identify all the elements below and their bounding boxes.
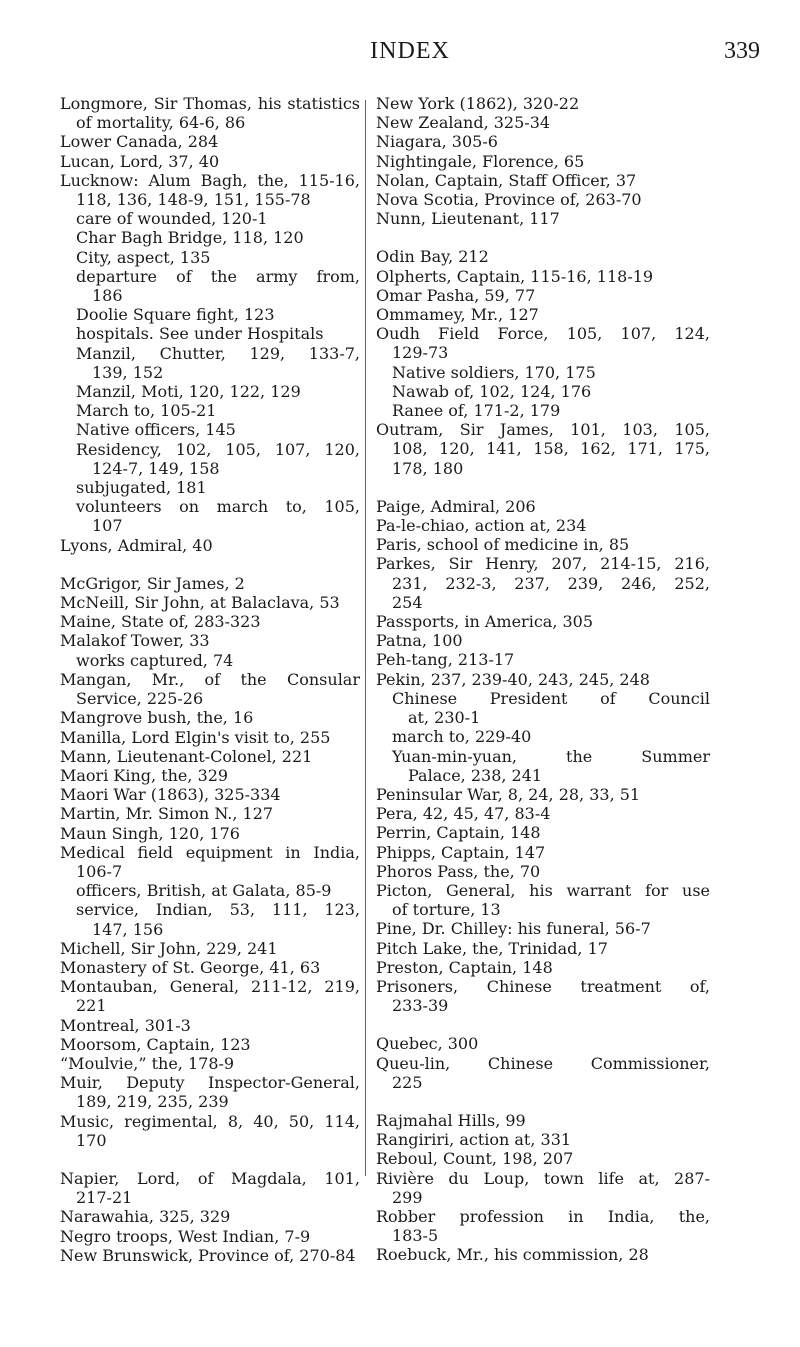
index-subentry: march to, 229-40 bbox=[392, 727, 532, 747]
index-entry: Nova Scotia, Province of, 263-70 bbox=[376, 190, 642, 210]
index-entry: Montreal, 301-3 bbox=[60, 1015, 191, 1035]
index-entry: Peh-tang, 213-17 bbox=[376, 650, 515, 670]
index-entry: Montauban, General, 211-12, 219, 221 bbox=[60, 977, 360, 1016]
index-entry: Perrin, Captain, 148 bbox=[376, 823, 541, 843]
index-entry: Oudh Field Force, 105, 107, 124, 129-73 bbox=[376, 324, 710, 363]
index-subentry: Nawab of, 102, 124, 176 bbox=[392, 381, 592, 401]
index-entry: Phoros Pass, the, 70 bbox=[376, 861, 541, 881]
index-entry: Music, regimental, 8, 40, 50, 114, 170 bbox=[60, 1111, 360, 1150]
index-subentry: Chinese President of Council at, 230-1 bbox=[392, 688, 710, 728]
index-entry: Malakof Tower, 33 bbox=[60, 631, 210, 651]
index-entry: Mangan, Mr., of the Consular Service, 225-26 bbox=[60, 669, 360, 709]
page-number: 339 bbox=[724, 38, 760, 64]
index-entry: Muir, Deputy Inspector-General, 189, 219, 235, 239 bbox=[60, 1073, 360, 1112]
index-entry: Moorsom, Captain, 123 bbox=[60, 1034, 251, 1054]
page-header bbox=[60, 38, 760, 78]
index-entry: Odin Bay, 212 bbox=[376, 247, 489, 267]
index-subentry: service, Indian, 53, 111, 123, 147, 156 bbox=[76, 900, 360, 939]
index-entry: New Brunswick, Province of, 270-84 bbox=[60, 1245, 356, 1265]
index-entry: Manilla, Lord Elgin's visit to, 255 bbox=[60, 727, 331, 747]
index-entry: Narawahia, 325, 329 bbox=[60, 1207, 231, 1227]
index-entry: Pekin, 237, 239-40, 243, 245, 248 bbox=[376, 669, 650, 689]
index-subentry: care of wounded, 120-1 bbox=[76, 209, 268, 229]
index-entry: Nunn, Lieutenant, 117 bbox=[376, 209, 560, 229]
index-entry: Prisoners, Chinese treatment of, 233-39 bbox=[376, 976, 710, 1016]
index-entry: Paige, Admiral, 206 bbox=[376, 496, 536, 516]
index-subentry: City, aspect, 135 bbox=[76, 247, 211, 267]
index-entry: New York (1862), 320-22 bbox=[376, 94, 580, 113]
index-entry: Queu-lin, Chinese Commissioner, 225 bbox=[376, 1053, 710, 1092]
index-entry: Ommamey, Mr., 127 bbox=[376, 305, 539, 325]
index-entry: Quebec, 300 bbox=[376, 1034, 479, 1054]
index-entry: Paris, school of medicine in, 85 bbox=[376, 535, 630, 555]
column-divider bbox=[365, 100, 366, 1176]
index-entry: Rivière du Loup, town life at, 287- 299 bbox=[376, 1168, 710, 1207]
index-entry: Patna, 100 bbox=[376, 631, 463, 651]
index-entry: Pera, 42, 45, 47, 83-4 bbox=[376, 804, 551, 824]
index-entry: “Moulvie,” the, 178-9 bbox=[60, 1053, 235, 1073]
index-entry: Napier, Lord, of Magdala, 101, 217-21 bbox=[60, 1168, 360, 1208]
index-subentry: works captured, 74 bbox=[76, 650, 234, 670]
index-entry: Maun Singh, 120, 176 bbox=[60, 823, 240, 843]
index-subentry: Char Bagh Bridge, 118, 120 bbox=[76, 228, 304, 248]
index-entry: Peninsular War, 8, 24, 28, 33, 51 bbox=[376, 784, 641, 804]
index-entry: Maori War (1863), 325-334 bbox=[60, 785, 281, 805]
index-subentry: volunteers on march to, 105, 107 bbox=[76, 497, 360, 536]
index-subentry: March to, 105-21 bbox=[76, 401, 217, 421]
index-entry: Lyons, Admiral, 40 bbox=[60, 535, 213, 555]
index-entry: Passports, in America, 305 bbox=[376, 612, 594, 632]
index-entry: Maine, State of, 283-323 bbox=[60, 612, 261, 632]
index-entry: Maori King, the, 329 bbox=[60, 765, 229, 785]
index-entry: Michell, Sir John, 229, 241 bbox=[60, 938, 278, 958]
index-entry: Roebuck, Mr., his commission, 28 bbox=[376, 1245, 649, 1265]
index-entry: Pine, Dr. Chilley: his funeral, 56-7 bbox=[376, 919, 651, 939]
index-entry: Robber profession in India, the, 183-5 bbox=[376, 1206, 710, 1246]
index-subentry: subjugated, 181 bbox=[76, 478, 207, 498]
index-entry: Omar Pasha, 59, 77 bbox=[376, 285, 536, 305]
index-subentry: Native soldiers, 170, 175 bbox=[392, 362, 596, 382]
index-subentry: Residency, 102, 105, 107, 120, 124-7, 149, 158 bbox=[76, 439, 360, 478]
index-entry: Phipps, Captain, 147 bbox=[376, 842, 546, 862]
index-entry: Reboul, Count, 198, 207 bbox=[376, 1149, 574, 1169]
index-entry: Pitch Lake, the, Trinidad, 17 bbox=[376, 938, 608, 958]
index-entry: Preston, Captain, 148 bbox=[376, 957, 553, 977]
index-entry: Pa-le-chiao, action at, 234 bbox=[376, 516, 587, 536]
index-entry: Lucknow: Alum Bagh, the, 115-16, 118, 136, 148-9, 151, 155-78 bbox=[60, 170, 360, 210]
index-entry: Mangrove bush, the, 16 bbox=[60, 708, 254, 728]
index-entry: Parkes, Sir Henry, 207, 214-15, 216, 231, 232-3, 237, 239, 246, 252, 254 bbox=[376, 554, 710, 612]
index-subentry: officers, British, at Galata, 85-9 bbox=[76, 881, 332, 901]
index-entry: Negro troops, West Indian, 7-9 bbox=[60, 1226, 311, 1246]
index-entry: New Zealand, 325-34 bbox=[376, 113, 551, 133]
index-entry: Longmore, Sir Thomas, his statistics of mortality, 64-6, 86 bbox=[60, 94, 360, 133]
index-subentry: Doolie Square fight, 123 bbox=[76, 305, 275, 325]
index-subentry: Yuan-min-yuan, the Summer Palace, 238, 241 bbox=[392, 746, 710, 785]
index-subentry: Ranee of, 171-2, 179 bbox=[392, 401, 561, 421]
index-column-left bbox=[60, 94, 360, 1265]
index-entry: Rangiriri, action at, 331 bbox=[376, 1130, 572, 1150]
index-entry: Niagara, 305-6 bbox=[376, 132, 498, 152]
index-entry: Nolan, Captain, Staff Officer, 37 bbox=[376, 170, 637, 190]
index-entry: Lower Canada, 284 bbox=[60, 132, 219, 152]
index-entry: McNeill, Sir John, at Balaclava, 53 bbox=[60, 593, 340, 613]
index-entry: Picton, General, his warrant for use of torture, 13 bbox=[376, 880, 710, 920]
running-title: INDEX bbox=[370, 38, 450, 64]
index-entry: Nightingale, Florence, 65 bbox=[376, 151, 585, 171]
index-entry: Lucan, Lord, 37, 40 bbox=[60, 151, 220, 171]
index-entry: Mann, Lieutenant-Colonel, 221 bbox=[60, 746, 313, 766]
index-entry: Monastery of St. George, 41, 63 bbox=[60, 957, 321, 977]
index-entry: Martin, Mr. Simon N., 127 bbox=[60, 804, 274, 824]
index-entry: Olpherts, Captain, 115-16, 118-19 bbox=[376, 266, 654, 286]
index-entry: Medical field equipment in India, 106-7 bbox=[60, 842, 360, 881]
index-subentry: hospitals. See under Hospitals bbox=[76, 324, 324, 344]
index-subentry: Native officers, 145 bbox=[76, 420, 236, 440]
index-subentry: Manzil, Chutter, 129, 133-7, 139, 152 bbox=[76, 343, 360, 382]
index-entry: Outram, Sir James, 101, 103, 105, 108, 120, 141, 158, 162, 171, 175, 178, 180 bbox=[376, 420, 710, 478]
index-entry: McGrigor, Sir James, 2 bbox=[60, 573, 245, 593]
index-column-right bbox=[376, 94, 710, 1265]
index-subentry: Manzil, Moti, 120, 122, 129 bbox=[76, 382, 301, 402]
index-entry: Rajmahal Hills, 99 bbox=[376, 1110, 526, 1130]
index-subentry: departure of the army from, 186 bbox=[76, 266, 360, 306]
